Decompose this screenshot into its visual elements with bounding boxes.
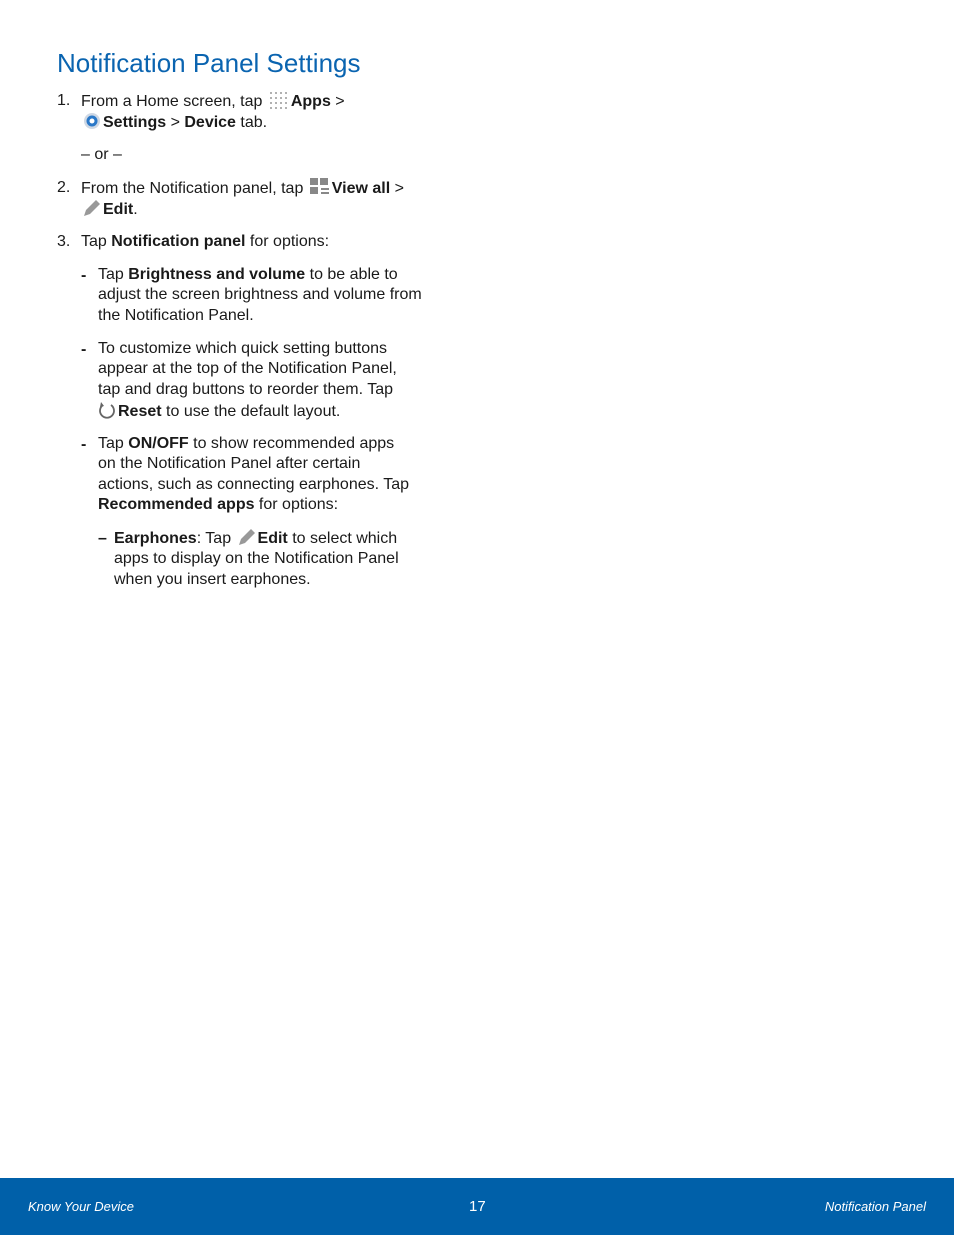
apps-label: Apps bbox=[290, 93, 331, 110]
reset-icon bbox=[98, 401, 116, 425]
view-all-icon bbox=[310, 178, 330, 202]
view-all-label: View all bbox=[331, 180, 391, 197]
separator: > bbox=[390, 180, 404, 197]
sub-bullet-1-line-3: when you insert earphones. bbox=[114, 571, 311, 588]
earphones-label: Earphones bbox=[114, 530, 197, 547]
text: to show recommended apps bbox=[188, 435, 395, 452]
footer-chapter: Notification Panel bbox=[824, 1199, 926, 1214]
bullet-2-line-4 bbox=[96, 401, 340, 425]
bullet-3-line-4 bbox=[98, 495, 338, 515]
text: . bbox=[133, 201, 138, 218]
text: for options: bbox=[254, 496, 339, 513]
edit-label: Edit bbox=[103, 201, 134, 218]
device-label: Device bbox=[184, 114, 236, 131]
page-number: 17 bbox=[469, 1198, 486, 1215]
bullet-3-line-2: on the Notification Panel after certain bbox=[98, 455, 361, 472]
separator: > bbox=[166, 114, 185, 131]
text: to select which bbox=[287, 530, 398, 547]
step-number: 1. bbox=[57, 92, 71, 109]
step-number: 2. bbox=[57, 179, 71, 196]
brightness-label: Brightness and volume bbox=[128, 266, 306, 283]
settings-gear-icon bbox=[83, 112, 101, 136]
step-1-line-2 bbox=[81, 112, 267, 136]
bullet-1-line-3: the Notification Panel. bbox=[98, 307, 254, 324]
text: From the Notification panel, tap bbox=[81, 180, 308, 197]
reset-label: Reset bbox=[118, 403, 162, 420]
sub-bullet-1-line-2: apps to display on the Notification Panel bbox=[114, 550, 399, 567]
bullet-3-line-3: actions, such as connecting earphones. Tap bbox=[98, 476, 410, 493]
text: to be able to bbox=[305, 266, 398, 283]
text: Tap bbox=[98, 435, 129, 452]
edit-pencil-icon bbox=[83, 199, 101, 223]
bullet-dash: - bbox=[81, 267, 87, 284]
bullet-2-line-2: appear at the top of the Notification Panel, bbox=[98, 360, 397, 377]
text: Tap bbox=[98, 266, 129, 283]
bullet-1-line-2: adjust the screen brightness and volume from bbox=[98, 286, 422, 303]
recommended-apps-label: Recommended apps bbox=[98, 496, 255, 513]
step-2-line-2 bbox=[81, 199, 138, 223]
bullet-3 bbox=[98, 434, 394, 454]
text: for options: bbox=[245, 233, 330, 250]
step-3-line bbox=[81, 232, 329, 252]
settings-label: Settings bbox=[103, 114, 167, 131]
apps-grid-icon bbox=[269, 91, 289, 115]
bullet-2: To customize which quick setting buttons bbox=[98, 340, 388, 357]
sub-bullet-dash: – bbox=[98, 530, 107, 547]
or-separator: – or – bbox=[81, 146, 122, 163]
text: tab. bbox=[235, 114, 268, 131]
step-number: 3. bbox=[57, 233, 71, 250]
text: to use the default layout. bbox=[161, 403, 341, 420]
on-off-label: ON/OFF bbox=[128, 435, 189, 452]
page-title: Notification Panel Settings bbox=[57, 48, 361, 78]
footer-section: Know Your Device bbox=[28, 1199, 134, 1214]
edit-label: Edit bbox=[257, 530, 288, 547]
bullet-1 bbox=[98, 265, 398, 285]
text: Tap bbox=[81, 233, 112, 250]
notification-panel-label: Notification panel bbox=[111, 233, 246, 250]
bullet-dash: - bbox=[81, 341, 87, 358]
separator: > bbox=[330, 93, 345, 110]
page-footer bbox=[0, 1178, 954, 1235]
text: : Tap bbox=[196, 530, 236, 547]
bullet-2-line-3: tap and drag buttons to reorder them. Tap bbox=[98, 381, 394, 398]
text: From a Home screen, tap bbox=[81, 93, 267, 110]
bullet-dash: - bbox=[81, 436, 87, 453]
